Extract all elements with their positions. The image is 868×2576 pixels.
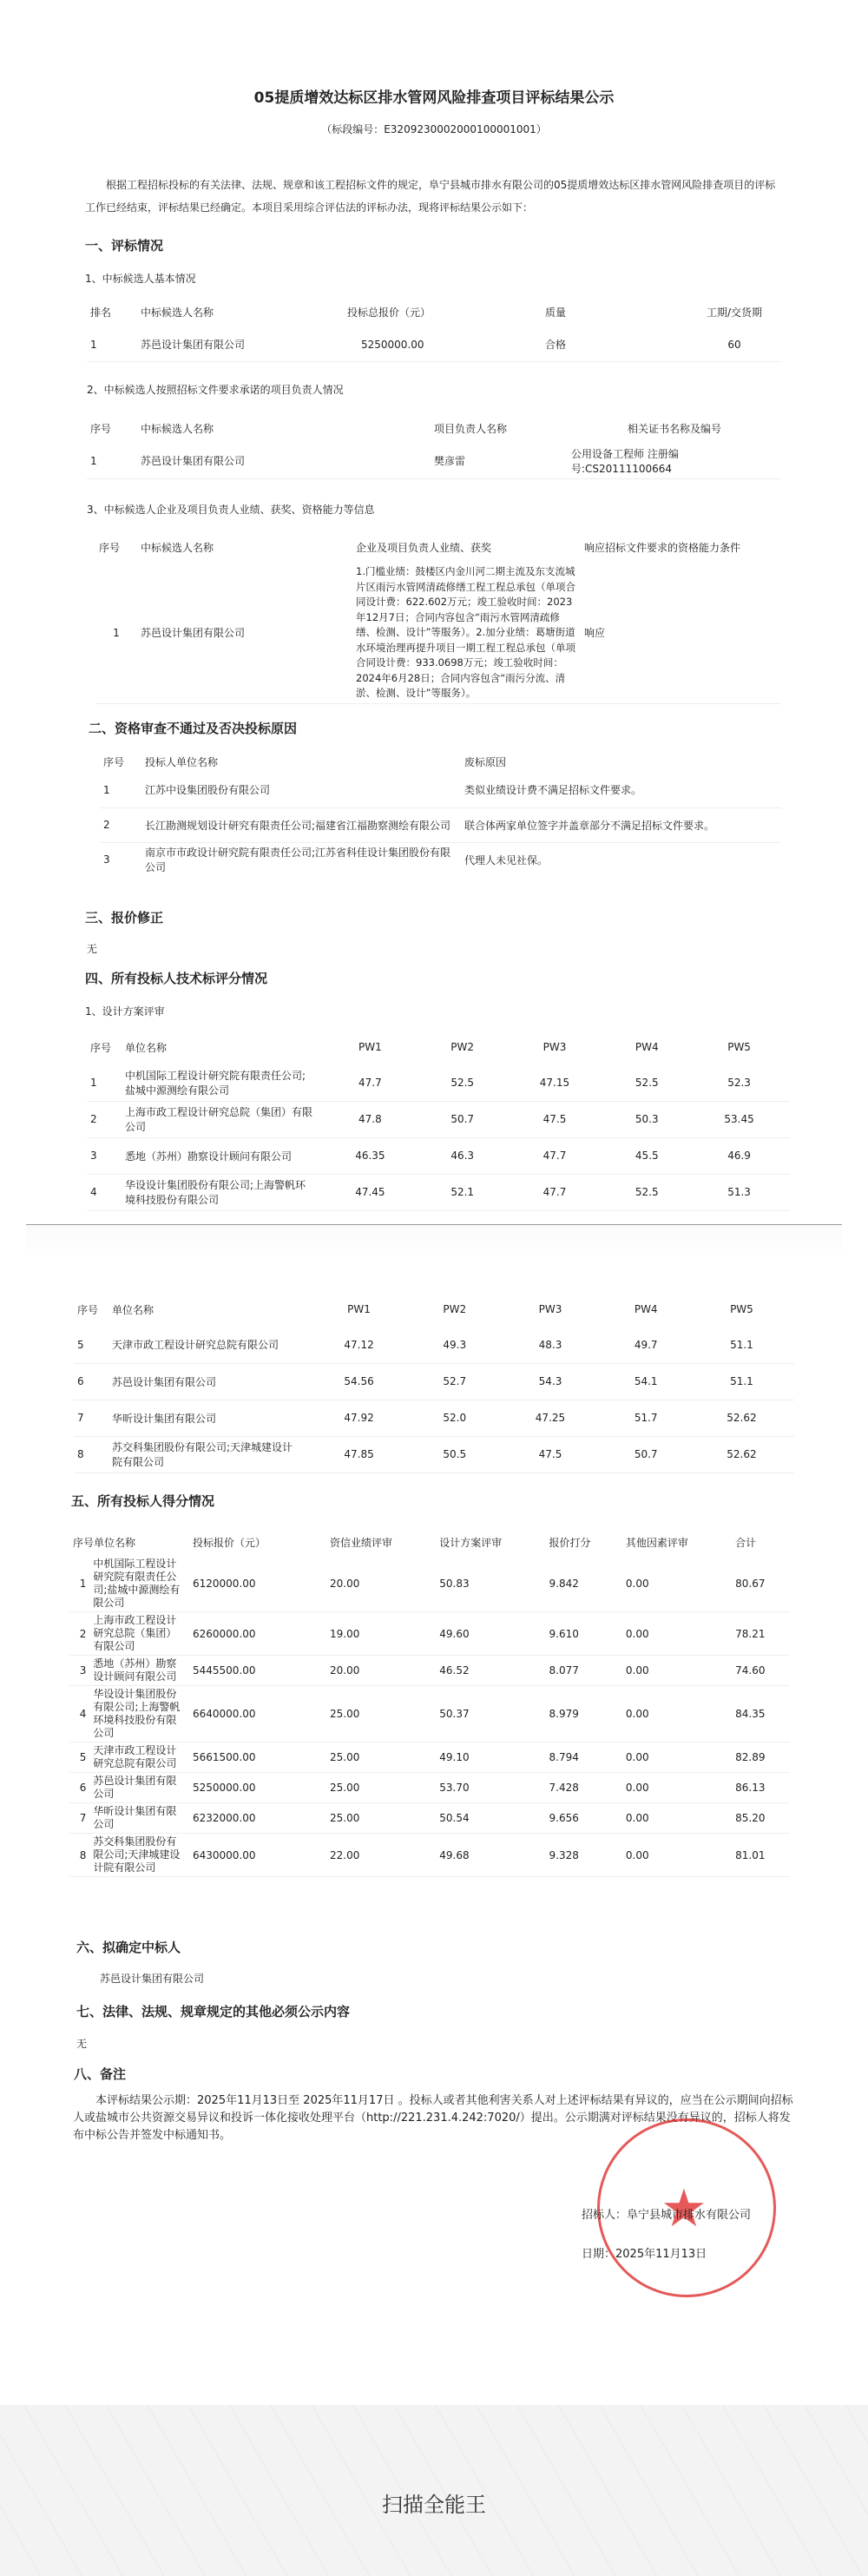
- table-row: [69, 1834, 790, 1877]
- cell: 49.60: [436, 1612, 545, 1656]
- cell: 联合体两家单位签字并盖章部分不满足招标文件要求。: [461, 807, 781, 842]
- winner-name: 苏邑设计集团有限公司: [100, 1973, 205, 1985]
- cell: 中机国际工程设计研究院有限责任公司;盐城中源测绘有限公司: [122, 1064, 319, 1101]
- cell: 序号单位名称: [73, 1536, 136, 1549]
- cell: 华设设计集团股份有限公司;上海警帆环境科技股份有限公司: [122, 1174, 319, 1210]
- cell: 0.00: [622, 1773, 732, 1803]
- cell: 22.00: [326, 1834, 436, 1877]
- cell: 7.428: [546, 1773, 622, 1803]
- cell: 苏交科集团股份有限公司;天津城建设计院有限公司: [89, 1834, 189, 1877]
- section-1-title: 一、评标情况: [85, 238, 164, 254]
- th: 工期/交货期: [706, 306, 763, 319]
- cell: 合格: [542, 328, 687, 361]
- cell: 48.3: [497, 1327, 602, 1363]
- th: 中标候选人名称: [141, 541, 214, 554]
- cell: 52.1: [421, 1174, 504, 1210]
- table-row: [69, 1556, 790, 1612]
- th: 序号: [103, 755, 125, 768]
- table-row: [87, 328, 781, 361]
- cell: 20.00: [326, 1656, 436, 1686]
- section-7-title: 七、法律、法规、规章规定的其他必须公示内容: [76, 2004, 351, 2019]
- cell: 苏邑设计集团有限公司: [137, 563, 352, 703]
- cell: 46.52: [436, 1656, 545, 1686]
- total-score-table: [69, 1528, 790, 1877]
- cell: PW1: [347, 1303, 371, 1315]
- cell: 9.842: [546, 1556, 622, 1612]
- cell: PW3: [538, 1303, 562, 1315]
- cell: 1: [69, 1556, 89, 1612]
- th: 中标候选人名称: [141, 306, 214, 319]
- cell: 设计方案评审: [439, 1536, 503, 1549]
- cell: 苏邑设计集团有限公司: [108, 1363, 306, 1400]
- cell: 25.00: [326, 1773, 436, 1803]
- cell: 47.12: [306, 1327, 411, 1363]
- table-row: [74, 1363, 794, 1400]
- page-divider: [26, 1224, 842, 1260]
- table-row: [100, 773, 781, 807]
- cell: 1: [87, 444, 137, 478]
- cell: 报价打分: [549, 1536, 591, 1549]
- header-row: [69, 1528, 790, 1556]
- cell: PW3: [542, 1041, 567, 1053]
- cell: 3: [103, 853, 110, 866]
- cell: 0.00: [622, 1686, 732, 1743]
- cell: 19.00: [326, 1612, 436, 1656]
- th: 废标原因: [464, 755, 507, 768]
- page-title: 05提质增效达标区排水管网风险排查项目评标结果公示: [253, 89, 615, 107]
- cell: 3: [69, 1656, 89, 1686]
- section-3-title: 三、报价修正: [85, 910, 164, 926]
- header-row: [74, 1292, 794, 1327]
- cell: 4: [69, 1686, 89, 1743]
- cell: 49.7: [603, 1327, 689, 1363]
- cell: 47.7: [319, 1064, 421, 1101]
- section-2-title: 二、资格审查不通过及否决投标原因: [89, 721, 298, 736]
- cell: 54.3: [497, 1363, 602, 1400]
- cell: 6: [74, 1363, 108, 1400]
- cell: 序号: [77, 1303, 99, 1316]
- signature-date: 日期：2025年11月13日: [582, 2248, 707, 2261]
- cell: 25.00: [326, 1803, 436, 1834]
- cell: 0.00: [622, 1556, 732, 1612]
- cell: 悉地（苏州）勘察设计顾问有限公司: [122, 1137, 319, 1174]
- cell: 52.62: [689, 1400, 794, 1436]
- cell: 46.35: [319, 1137, 421, 1174]
- design-score-table-page1: [87, 1030, 790, 1211]
- cell: 20.00: [326, 1556, 436, 1612]
- cell: 86.13: [732, 1773, 790, 1803]
- cell: 25.00: [326, 1686, 436, 1743]
- th: 质量: [545, 306, 567, 319]
- th: 企业及项目负责人业绩、获奖: [356, 541, 492, 554]
- cell: 8.979: [546, 1686, 622, 1743]
- cell: 8.077: [546, 1656, 622, 1686]
- table-row: [95, 563, 781, 703]
- scanner-brand: 扫描全能王: [382, 2493, 486, 2517]
- cell: 5250000.00: [189, 1773, 326, 1803]
- cell: 47.15: [504, 1064, 606, 1101]
- cell: PW1: [358, 1041, 382, 1053]
- cell: 资信业绩评审: [330, 1536, 393, 1549]
- table-row: [69, 1612, 790, 1656]
- cell: 51.7: [603, 1400, 689, 1436]
- cell: 85.20: [732, 1803, 790, 1834]
- cell: 6640000.00: [189, 1686, 326, 1743]
- cell: 49.68: [436, 1834, 545, 1877]
- cell: PW5: [727, 1041, 751, 1053]
- cell: 47.5: [497, 1436, 602, 1472]
- cell: 华设设计集团股份有限公司;上海警帆环境科技股份有限公司: [89, 1686, 189, 1743]
- th: 序号: [99, 541, 121, 554]
- cell: 82.89: [732, 1743, 790, 1773]
- tenderer-signature: 招标人：阜宁县城市排水有限公司: [582, 2209, 752, 2222]
- cell: 52.5: [421, 1064, 504, 1101]
- cell: 6260000.00: [189, 1612, 326, 1656]
- section-6-title: 六、拟确定中标人: [76, 1940, 181, 1955]
- cell: 51.3: [688, 1174, 790, 1210]
- cell: 华昕设计集团有限公司: [108, 1400, 306, 1436]
- cell: 0.00: [622, 1656, 732, 1686]
- cell: 52.5: [605, 1064, 688, 1101]
- cell: 46.3: [421, 1137, 504, 1174]
- cell: 7: [74, 1400, 108, 1436]
- cell: 50.37: [436, 1686, 545, 1743]
- table-row: [87, 1064, 790, 1101]
- table-row: [87, 444, 781, 478]
- cell: 公用设备工程师 注册编号:CS20111100664: [568, 444, 781, 478]
- table-row: [100, 842, 781, 877]
- cell: 84.35: [732, 1686, 790, 1743]
- cell: 6232000.00: [189, 1803, 326, 1834]
- cell: PW2: [450, 1041, 475, 1053]
- cell: 1: [87, 1064, 122, 1101]
- cell: 樊彦雷: [431, 444, 568, 478]
- cell: 6: [69, 1773, 89, 1803]
- cell: 5445500.00: [189, 1656, 326, 1686]
- cell: 1: [87, 328, 137, 361]
- cell: 长江勘测规划设计研究有限责任公司;福建省江福勘察测绘有限公司: [141, 807, 461, 842]
- cell: 单位名称: [125, 1041, 168, 1054]
- section-number: （标段编号：E3209230002000100001001）: [321, 123, 547, 135]
- th: 响应招标文件要求的资格能力条件: [584, 541, 741, 554]
- table-row: [87, 1174, 790, 1210]
- table-row: [69, 1656, 790, 1686]
- cell: 5: [74, 1327, 108, 1363]
- th: 项目负责人名称: [434, 422, 508, 435]
- header-row: [87, 1030, 790, 1064]
- cell: 合计: [735, 1536, 757, 1549]
- cell: 47.45: [319, 1174, 421, 1210]
- cell: 上海市政工程设计研究总院（集团）有限公司: [122, 1101, 319, 1137]
- cell: 序号: [90, 1041, 112, 1054]
- cell: 1: [100, 773, 141, 807]
- cell: 80.67: [732, 1556, 790, 1612]
- cell: 华昕设计集团有限公司: [89, 1803, 189, 1834]
- rejection-table: [100, 750, 781, 877]
- th: 投标总报价（元）: [347, 306, 431, 319]
- cell: 单位名称: [112, 1303, 155, 1316]
- cell: 50.7: [421, 1101, 504, 1137]
- cell: 47.85: [306, 1436, 411, 1472]
- table-row: [69, 1773, 790, 1803]
- cell: 2: [87, 1101, 122, 1137]
- cell: 苏邑设计集团有限公司: [137, 444, 431, 478]
- table-row: [69, 1686, 790, 1743]
- cell: 52.3: [688, 1064, 790, 1101]
- table-row: [87, 1101, 790, 1137]
- cell: 苏邑设计集团有限公司: [89, 1773, 189, 1803]
- cell: 50.54: [436, 1803, 545, 1834]
- section-7-content: 无: [76, 2038, 88, 2050]
- table-row: [74, 1327, 794, 1363]
- cell: 2: [100, 807, 141, 842]
- cell: 悉地（苏州）勘察设计顾问有限公司: [89, 1656, 189, 1686]
- cell: 9.656: [546, 1803, 622, 1834]
- cell: 9.328: [546, 1834, 622, 1877]
- th: 中标候选人名称: [141, 422, 214, 435]
- cell: 49.10: [436, 1743, 545, 1773]
- cell: 7: [69, 1803, 89, 1834]
- cell: 5: [69, 1743, 89, 1773]
- candidate-table: [87, 295, 781, 362]
- scanner-footer: [0, 2405, 868, 2576]
- cell: 8: [74, 1436, 108, 1472]
- cell: 52.5: [605, 1174, 688, 1210]
- cell: 0.00: [622, 1743, 732, 1773]
- cell: PW2: [443, 1303, 467, 1315]
- cell: 45.5: [605, 1137, 688, 1174]
- manager-table: [87, 412, 781, 479]
- cell: 4: [87, 1174, 122, 1210]
- cell: 51.1: [689, 1363, 794, 1400]
- design-score-table-page2: [74, 1292, 794, 1473]
- cell: 代理人未见社保。: [464, 853, 549, 866]
- cell: 53.70: [436, 1773, 545, 1803]
- sub3-title: 3、中标候选人企业及项目负责人业绩、获奖、资格能力等信息: [87, 504, 375, 516]
- cell: 50.7: [603, 1436, 689, 1472]
- cell: 54.56: [306, 1363, 411, 1400]
- cell: 江苏中设集团股份有限公司: [141, 773, 461, 807]
- cell: 0.00: [622, 1834, 732, 1877]
- cell: 6120000.00: [189, 1556, 326, 1612]
- table-row: [69, 1743, 790, 1773]
- table-row: [69, 1803, 790, 1834]
- cell: PW5: [730, 1303, 753, 1315]
- th: 相关证书名称及编号: [627, 422, 721, 435]
- cell: 响应: [581, 563, 781, 703]
- cell: PW4: [634, 1303, 658, 1315]
- cell: PW4: [635, 1041, 659, 1053]
- sub1-title: 1、中标候选人基本情况: [85, 273, 196, 285]
- cell: 上海市政工程设计研究总院（集团）有限公司: [89, 1612, 189, 1656]
- table-row: [74, 1436, 794, 1472]
- cell: 25.00: [326, 1743, 436, 1773]
- cell: 5250000.00: [344, 328, 542, 361]
- cell: 2: [69, 1612, 89, 1656]
- cell: 9.610: [546, 1612, 622, 1656]
- cell: 78.21: [732, 1612, 790, 1656]
- th: 序号: [90, 422, 112, 435]
- cell: 46.9: [688, 1137, 790, 1174]
- cell: 47.7: [504, 1174, 606, 1210]
- cell: 51.1: [689, 1327, 794, 1363]
- table-row: [100, 807, 781, 842]
- cell: 1: [95, 563, 137, 703]
- cell: 南京市市政设计研究院有限责任公司;江苏省科佳设计集团股份有限公司: [145, 847, 451, 874]
- cell: 50.83: [436, 1556, 545, 1612]
- cell: 类似业绩设计费不满足招标文件要求。: [461, 773, 781, 807]
- cell: 0.00: [622, 1612, 732, 1656]
- cell: 6430000.00: [189, 1834, 326, 1877]
- cell: 81.01: [732, 1834, 790, 1877]
- cell: 52.0: [411, 1400, 497, 1436]
- th: 排名: [90, 306, 112, 319]
- section-3-content: 无: [87, 943, 98, 955]
- section-4-title: 四、所有投标人技术标评分情况: [85, 971, 268, 986]
- cell: 投标报价（元）: [193, 1536, 266, 1549]
- intro-paragraph: 根据工程招标投标的有关法律、法规、规章和该工程招标文件的规定，阜宁县城市排水有限公司的05提质增效达标区排水管网风险排查项目的评标工作已经结束，评标结果已经确定。本项目采用综合评估法的评标办法，现将评标结果公示如下：: [85, 179, 776, 214]
- sub2-title: 2、中标候选人按照招标文件要求承诺的项目负责人情况: [87, 384, 344, 396]
- cell: 3: [87, 1137, 122, 1174]
- th: 投标人单位名称: [145, 755, 219, 768]
- cell: 中机国际工程设计研究院有限责任公司;盐城中源测绘有限公司: [89, 1556, 189, 1612]
- cell: 50.3: [605, 1101, 688, 1137]
- cell: 其他因素评审: [625, 1536, 688, 1549]
- cell: 74.60: [732, 1656, 790, 1686]
- cell: 47.8: [319, 1101, 421, 1137]
- cell: 47.92: [306, 1400, 411, 1436]
- cell: 天津市政工程设计研究总院有限公司: [108, 1327, 306, 1363]
- cell: 苏交科集团股份有限公司;天津城建设计院有限公司: [108, 1436, 306, 1472]
- cell: 5661500.00: [189, 1743, 326, 1773]
- cell: 47.25: [497, 1400, 602, 1436]
- cell: 53.45: [688, 1101, 790, 1137]
- cell: 60: [687, 328, 781, 361]
- star-icon: ★: [661, 2178, 707, 2239]
- table-row: [74, 1400, 794, 1436]
- cell: 0.00: [622, 1803, 732, 1834]
- cell: 天津市政工程设计研究总院有限公司: [89, 1743, 189, 1773]
- cell: 50.5: [411, 1436, 497, 1472]
- section-5-title: 五、所有投标人得分情况: [71, 1493, 215, 1509]
- cell: 苏邑设计集团有限公司: [137, 328, 344, 361]
- cell: 8: [69, 1834, 89, 1877]
- remarks-paragraph: 本评标结果公示期：2025年11月13日至 2025年11月17日 。投标人或者其他利害关系人对上述评标结果有异议的，应当在公示期间向招标人或盐城市公共资源交易异议和投诉一体化接收处理平台（http://221.231.4.242:7020/）提出。公示期满对评标结果没有异议的，招标人将发布中标公告并签发中标通知书。: [73, 2094, 793, 2142]
- cell: 8.794: [546, 1743, 622, 1773]
- cell: 1.门槛业绩：鼓楼区内金川河二期主流及东支流城片区雨污水管网清疏修缮工程工程总承包（单项合同设计费：622.602万元；竣工验收时间：2023年12月7日；合同内容包含“雨污水管网清疏修缮、检测、设计”等服务）。2.加分业绩：葛塘街道水环境治理再提升项目一期工程工程总承包（单项合同设计费：933.0698万元；竣工验收时间：2024年6月28日；合同内容包含“雨污分流、清淤、检测、设计”等服务）。: [352, 563, 581, 703]
- cell: 47.7: [504, 1137, 606, 1174]
- cell: 52.62: [689, 1436, 794, 1472]
- table-row: [87, 1137, 790, 1174]
- performance-table: [95, 531, 781, 704]
- cell: 49.3: [411, 1327, 497, 1363]
- cell: 54.1: [603, 1363, 689, 1400]
- sub4-title: 1、设计方案评审: [85, 1005, 165, 1018]
- section-8-title: 八、备注: [74, 2066, 127, 2082]
- cell: 47.5: [504, 1101, 606, 1137]
- cell: 52.7: [411, 1363, 497, 1400]
